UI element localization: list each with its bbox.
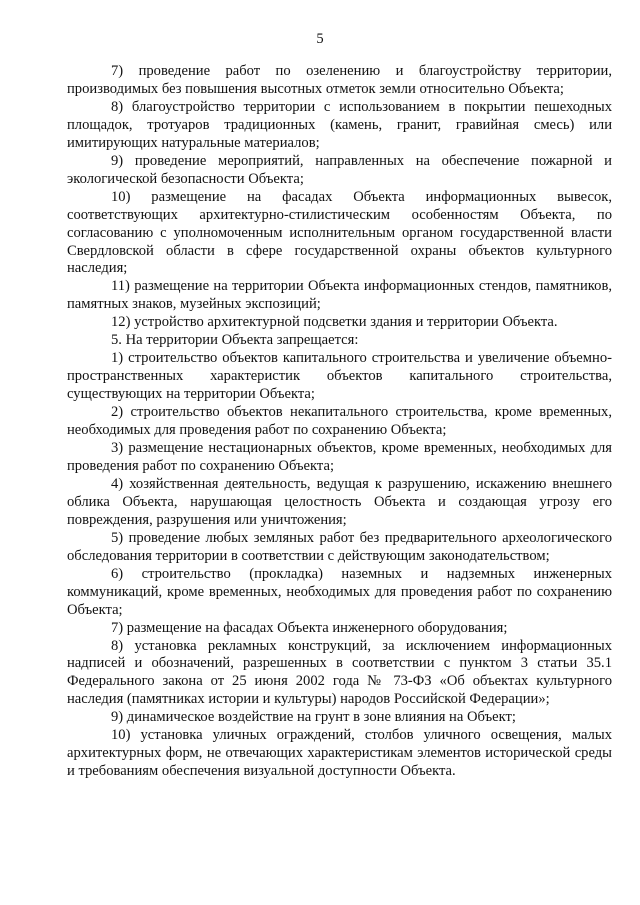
paragraph: 2) строительство объектов некапитального строительства, кроме временных, необходимых для проведения работ по сохранению Объекта; xyxy=(67,404,612,439)
paragraph: 6) строительство (прокладка) наземных и надземных инженерных коммуникаций, кроме временных, необходимых для проведения работ по сохранению Объекта; xyxy=(67,565,612,618)
paragraph: 8) установка рекламных конструкций, за исключением информационных надписей и обозначений, разрешенных в соответствии с пунктом 3 статьи 35.1 Федерального закона от 25 июня 2002 года № 73-ФЗ «Об объектах культурного наследия (памятниках истории и культуры) народов Российской Федерации»; xyxy=(67,637,612,708)
paragraph: 1) строительство объектов капитального строительства и увеличение объемно-пространственных характеристик объектов капитального строительства, существующих на территории Объекта; xyxy=(67,350,612,403)
paragraph: 10) установка уличных ограждений, столбов уличного освещения, малых архитектурных форм, не отвечающих характеристикам элементов исторической среды и требованиям обеспечения визуальной доступности Объекта. xyxy=(67,727,612,780)
paragraph: 3) размещение нестационарных объектов, кроме временных, необходимых для проведения работ по сохранению Объекта; xyxy=(67,440,612,474)
paragraph: 7) размещение на фасадах Объекта инженерного оборудования; xyxy=(111,619,508,636)
paragraph: 11) размещение на территории Объекта информационных стендов, памятников, памятных знаков, музейных экспозиций; xyxy=(67,278,612,313)
paragraph: 7) проведение работ по озеленению и благоустройству территории, производимых без повышения высотных отметок земли относительно Объекта; xyxy=(67,63,612,97)
page-number: 5 xyxy=(316,31,324,47)
paragraph: 5) проведение любых земляных работ без предварительного археологического обследования территории в соответствии с действующим законодательством; xyxy=(67,529,612,564)
paragraph: 9) проведение мероприятий, направленных на обеспечение пожарной и экологической безопасности Объекта; xyxy=(67,152,612,187)
paragraph: 12) устройство архитектурной подсветки здания и территории Объекта. xyxy=(111,314,558,331)
paragraph: 10) размещение на фасадах Объекта информационных вывесок, соответствующих архитектурно-стилистическим особенностям Объекта, по согласованию с уполномоченным исполнительным органом государственной власти Свердловской области в сфере государственной охраны объектов культурного наследия; xyxy=(67,188,612,277)
document-body xyxy=(67,63,612,781)
paragraph: 9) динамическое воздействие на грунт в зоне влияния на Объект; xyxy=(111,709,516,726)
paragraph: 4) хозяйственная деятельность, ведущая к разрушению, искажению внешнего облика Объекта, нарушающая целостность Объекта и создающая угрозу его повреждения, разрушения или уничтожения; xyxy=(67,475,612,528)
section-heading: 5. На территории Объекта запрещается: xyxy=(111,332,359,349)
paragraph: 8) благоустройство территории с использованием в покрытии пешеходных площадок, тротуаров традиционных (камень, гранит, гравийная смесь) или имитирующих натуральные материалов; xyxy=(67,98,612,151)
